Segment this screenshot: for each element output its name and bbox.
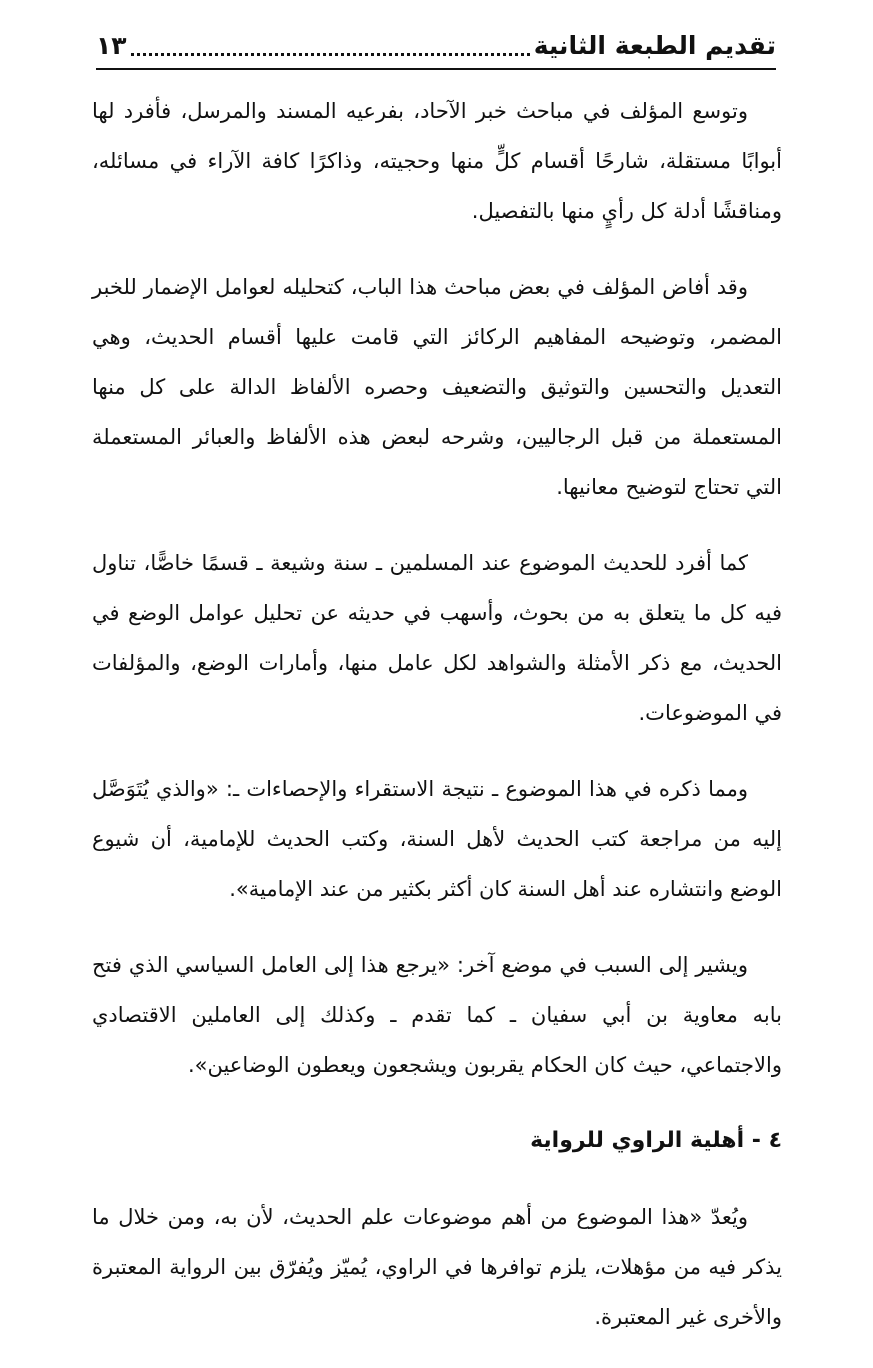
paragraph-2: وقد أفاض المؤلف في بعض مباحث هذا الباب، كتحليله لعوامل الإضمار للخبر المضمر، وتوضيحه المفاهيم الركائز التي قامت عليها أقسام الحديث، وهي التعديل والتحسين والتوثيق والتضعيف وحصره الألفاظ الدالة على كل منها المستعملة من قبل الرجاليين، وشرحه لبعض هذه الألفاظ والعبائر المستعملة التي تحتاج لتوضيح معانيها. — [92, 275, 782, 499]
header-rule — [96, 68, 776, 70]
page-number: ١٣ — [96, 31, 127, 60]
paragraph-1: وتوسع المؤلف في مباحث خبر الآحاد، بفرعيه المسند والمرسل، فأفرد لها أبوابًا مستقلة، شارحًا أقسام كلٍّ منها وحجيته، وذاكرًا كافة الآراء في مسائله، ومناقشًا أدلة كل رأيٍ منها بالتفصيل. — [92, 99, 782, 223]
paragraph-5: ويشير إلى السبب في موضع آخر: «يرجع هذا إلى العامل السياسي الذي فتح بابه معاوية بن أبي سفيان ـ كما تقدم ـ وكذلك إلى العاملين الاقتصادي والاجتماعي، حيث كان الحكام يقربون ويشجعون ويعطون الوضاعين». — [92, 953, 782, 1077]
paragraph-4: ومما ذكره في هذا الموضوع ـ نتيجة الاستقراء والإحصاءات ـ: «والذي يُتَوَصَّل إليه من مراجعة كتب الحديث لأهل السنة، وكتب الحديث للإمامية، أن شيوع الوضع وانتشاره عند أهل السنة كان أكثر بكثير من عند الإمامية». — [92, 777, 782, 901]
paragraph-3: كما أفرد للحديث الموضوع عند المسلمين ـ سنة وشيعة ـ قسمًا خاصًّا، تناول فيه كل ما يتعلق به من بحوث، وأسهب في حديثه عن تحليل عوامل الوضع في الحديث، مع ذكر الأمثلة والشواهد لكل عامل منها، وأمارات الوضع، والمؤلفات في الموضوعات. — [92, 551, 782, 725]
header-leader-dots — [131, 53, 530, 56]
header-title: تقديم الطبعة الثانية — [533, 31, 776, 60]
running-header — [96, 22, 776, 66]
section-heading: ٤ - أهلية الراوي للرواية — [530, 1128, 782, 1153]
paragraph-6: ويُعدّ «هذا الموضوع من أهم موضوعات علم الحديث، لأن به، ومن خلال ما يذكر فيه من مؤهلات، يلزم توافرها في الراوي، يُميّز ويُفرّق بين الرواية المعتبرة والأخرى غير المعتبرة. — [92, 1205, 782, 1329]
body-text — [92, 86, 782, 1368]
